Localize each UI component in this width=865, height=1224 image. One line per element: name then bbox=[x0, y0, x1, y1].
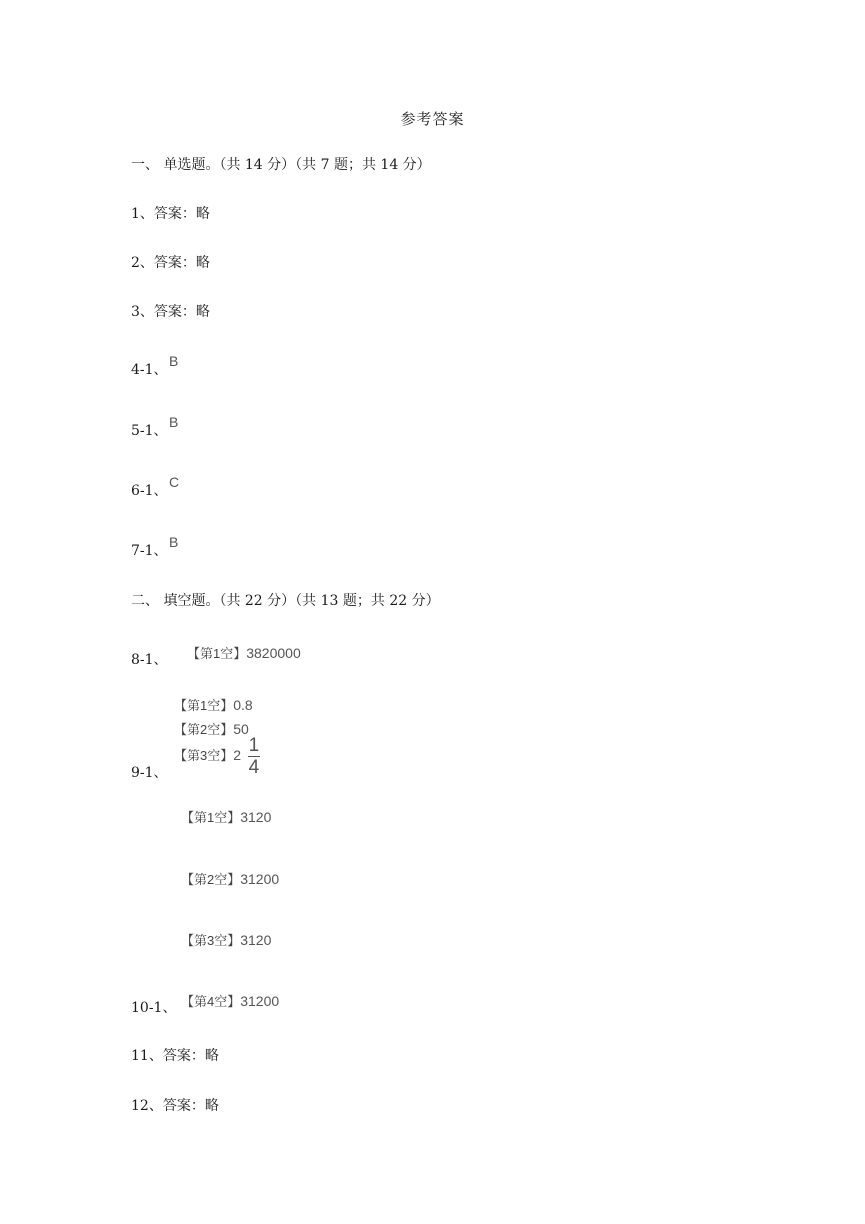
blank-value: 31200 bbox=[240, 871, 280, 887]
blank-value: 31200 bbox=[240, 993, 280, 1009]
blank-tag: 【第2空】 bbox=[174, 722, 234, 737]
blank-value: 3820000 bbox=[246, 645, 301, 661]
blank-tag: 【第4空】 bbox=[181, 994, 241, 1009]
fraction-denominator: 4 bbox=[248, 757, 260, 778]
answer-value-q9-blank3 bbox=[174, 736, 260, 777]
blank-tag: 【第2空】 bbox=[181, 872, 241, 887]
answer-line-q2: 2、答案：略 bbox=[131, 255, 210, 271]
fraction bbox=[248, 736, 260, 777]
page-title: 参考答案 bbox=[400, 110, 465, 128]
blank-value: 3120 bbox=[240, 932, 272, 948]
section-heading-single-choice: 一、 单选题。（共 14 分）（共 7 题；共 14 分） bbox=[131, 157, 431, 173]
blank-value: 3120 bbox=[240, 809, 272, 825]
blank-tag: 【第3空】 bbox=[174, 748, 234, 764]
answer-line-q3: 3、答案：略 bbox=[131, 304, 210, 320]
answer-value-q5: B bbox=[169, 414, 179, 430]
answer-value-q8 bbox=[187, 643, 301, 662]
answer-line-q12: 12、答案：略 bbox=[131, 1098, 219, 1114]
answer-value-q10-blank2 bbox=[181, 869, 279, 888]
blank-tag: 【第3空】 bbox=[181, 933, 241, 948]
answer-label-q6: 6-1、 bbox=[131, 483, 168, 499]
blank-value: 50 bbox=[233, 721, 249, 737]
answer-line-q11: 11、答案：略 bbox=[131, 1048, 219, 1064]
answer-label-q4: 4-1、 bbox=[131, 362, 168, 378]
answer-label-q8: 8-1、 bbox=[131, 652, 168, 668]
answer-label-q5: 5-1、 bbox=[131, 423, 168, 439]
mixed-number-whole: 2 bbox=[233, 747, 242, 764]
answer-value-q7: B bbox=[169, 534, 179, 550]
blank-value: 0.8 bbox=[233, 697, 253, 713]
answer-value-q10-blank3 bbox=[181, 930, 271, 949]
answer-value-q6: C bbox=[169, 474, 180, 490]
fraction-numerator: 1 bbox=[248, 735, 260, 756]
answer-value-q10-blank1 bbox=[181, 807, 271, 826]
answer-line-q1: 1、答案：略 bbox=[131, 206, 210, 222]
answer-label-q9: 9-1、 bbox=[131, 765, 168, 781]
answer-label-q7: 7-1、 bbox=[131, 543, 168, 559]
blank-tag: 【第1空】 bbox=[181, 810, 241, 825]
answer-value-q4: B bbox=[169, 353, 179, 369]
blank-tag: 【第1空】 bbox=[174, 698, 234, 713]
answer-value-q10-blank4 bbox=[181, 991, 279, 1010]
answer-label-q10: 10-1、 bbox=[131, 1000, 177, 1016]
answer-value-q9-blank1 bbox=[174, 695, 253, 714]
blank-tag: 【第1空】 bbox=[187, 646, 247, 661]
section-heading-fill-blank: 二、 填空题。（共 22 分）（共 13 题；共 22 分） bbox=[131, 593, 440, 609]
